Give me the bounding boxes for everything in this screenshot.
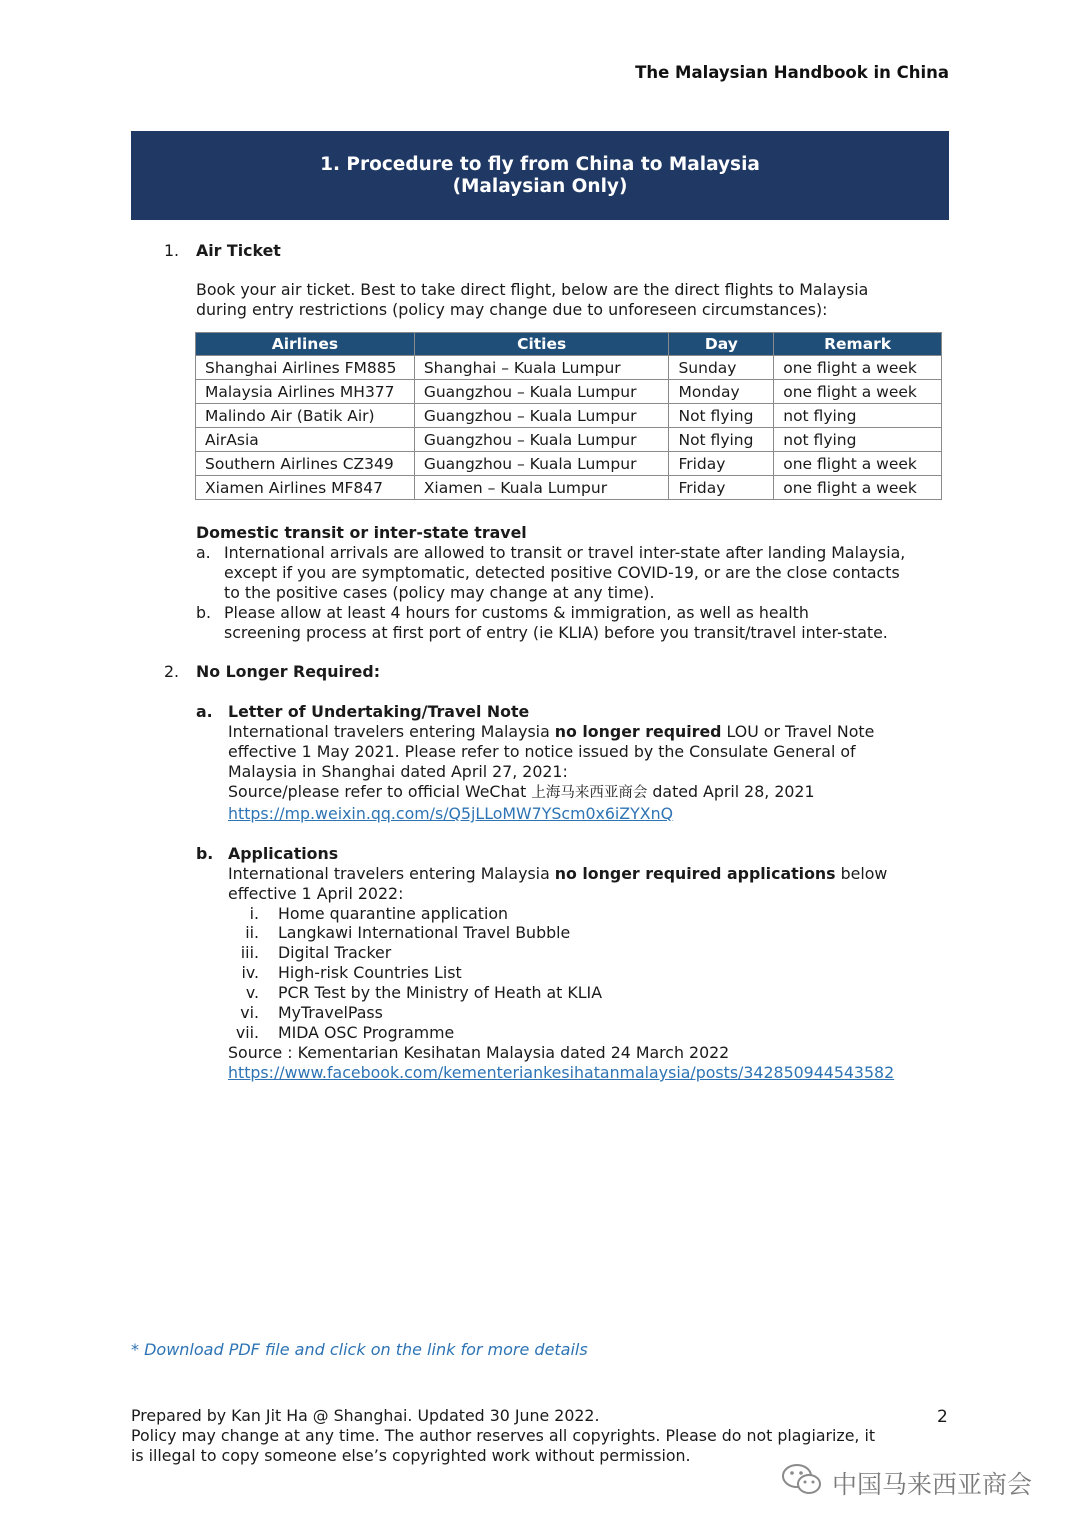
cell-remark: one flight a week bbox=[774, 452, 942, 476]
handbook-header-title: The Malaysian Handbook in China bbox=[635, 63, 949, 82]
cell-airline: Xiamen Airlines MF847 bbox=[196, 476, 415, 500]
footer-line3: is illegal to copy someone else’s copyrighted work without permission. bbox=[131, 1446, 691, 1465]
cell-remark: one flight a week bbox=[774, 356, 942, 380]
section2-b-title: Applications bbox=[228, 844, 339, 863]
section2-a-line2: effective 1 May 2021. Please refer to notice issued by the Consulate General of bbox=[228, 742, 856, 761]
cell-cities: Xiamen – Kuala Lumpur bbox=[414, 476, 669, 500]
roman-numeral: vi. bbox=[240, 1003, 259, 1022]
wechat-watermark bbox=[780, 1462, 1032, 1504]
roman-numeral: i. bbox=[249, 904, 259, 923]
cell-day: Friday bbox=[669, 476, 774, 500]
cell-remark: not flying bbox=[774, 428, 942, 452]
section2-b-line1-bold: no longer required applications bbox=[554, 864, 836, 883]
cell-remark: one flight a week bbox=[774, 476, 942, 500]
section1-title: Air Ticket bbox=[196, 241, 281, 260]
roman-numeral: v. bbox=[245, 983, 259, 1002]
section2-b-marker: b. bbox=[196, 844, 214, 863]
column-header-remark: Remark bbox=[774, 333, 942, 356]
table-header-row bbox=[196, 333, 942, 356]
cell-remark: one flight a week bbox=[774, 380, 942, 404]
section2-b-line2: effective 1 April 2022: bbox=[228, 884, 404, 903]
list-item: Langkawi International Travel Bubble bbox=[278, 923, 571, 942]
cell-airline: Shanghai Airlines FM885 bbox=[196, 356, 415, 380]
download-footnote: * Download PDF file and click on the link for more details bbox=[131, 1340, 588, 1359]
facebook-post-link[interactable]: https://www.facebook.com/kementeriankesihatanmalaysia/posts/342850944543582 bbox=[228, 1063, 895, 1082]
cell-cities: Guangzhou – Kuala Lumpur bbox=[414, 404, 669, 428]
table-row bbox=[196, 452, 942, 476]
cell-airline: Malaysia Airlines MH377 bbox=[196, 380, 415, 404]
section2-a-title: Letter of Undertaking/Travel Note bbox=[228, 702, 530, 721]
direct-flights-table bbox=[195, 332, 942, 500]
list-item: PCR Test by the Ministry of Heath at KLIA bbox=[278, 983, 603, 1002]
cell-airline: Southern Airlines CZ349 bbox=[196, 452, 415, 476]
section2-b-line1-post: below bbox=[835, 864, 888, 883]
roman-numeral: iii. bbox=[240, 943, 259, 962]
cell-day: Not flying bbox=[669, 404, 774, 428]
section2-a-wechat-account: 上海马来西亚商会 bbox=[531, 785, 648, 801]
section2-b-source: Source : Kementarian Kesihatan Malaysia dated 24 March 2022 bbox=[228, 1043, 730, 1062]
section2-a-line4 bbox=[228, 782, 815, 804]
section2-title: No Longer Required: bbox=[196, 662, 381, 681]
cell-cities: Guangzhou – Kuala Lumpur bbox=[414, 380, 669, 404]
section2-a-line4-post: dated April 28, 2021 bbox=[647, 782, 815, 801]
table-row bbox=[196, 356, 942, 380]
banner-title-line2: (Malaysian Only) bbox=[452, 175, 628, 197]
transit-title: Domestic transit or inter-state travel bbox=[196, 523, 527, 542]
section2-number: 2. bbox=[164, 662, 180, 681]
wechat-article-link[interactable]: https://mp.weixin.qq.com/s/Q5jLLoMW7YScm0x6iZYXnQ bbox=[228, 804, 674, 823]
transit-a-marker: a. bbox=[196, 543, 211, 562]
cell-cities: Guangzhou – Kuala Lumpur bbox=[414, 452, 669, 476]
section2-a-line3: Malaysia in Shanghai dated April 27, 2021: bbox=[228, 762, 568, 781]
page-number: 2 bbox=[937, 1407, 948, 1427]
transit-a-line2: except if you are symptomatic, detected positive COVID-19, or are the close contacts bbox=[224, 563, 900, 582]
list-item: MyTravelPass bbox=[278, 1003, 383, 1022]
cell-airline: Malindo Air (Batik Air) bbox=[196, 404, 415, 428]
list-item: Home quarantine application bbox=[278, 904, 509, 923]
cell-day: Sunday bbox=[669, 356, 774, 380]
section2-a-line1-post: LOU or Travel Note bbox=[721, 722, 875, 741]
list-item: High-risk Countries List bbox=[278, 963, 462, 982]
footer-line1: Prepared by Kan Jit Ha @ Shanghai. Updated 30 June 2022. bbox=[131, 1406, 600, 1425]
column-header-airlines: Airlines bbox=[196, 333, 415, 356]
transit-b-line2: screening process at first port of entry (ie KLIA) before you transit/travel inter-state. bbox=[224, 623, 888, 642]
table-row bbox=[196, 428, 942, 452]
section2-a-line4-pre: Source/please refer to official WeChat bbox=[228, 782, 532, 801]
transit-a-line3: to the positive cases (policy may change at any time). bbox=[224, 583, 655, 602]
list-item: MIDA OSC Programme bbox=[278, 1023, 455, 1042]
section1-number: 1. bbox=[164, 241, 180, 260]
section1-intro-line1: Book your air ticket. Best to take direct flight, below are the direct flights to Malaysia bbox=[196, 280, 869, 299]
transit-b-marker: b. bbox=[196, 603, 212, 622]
wechat-account-name: 中国马来西亚商会 bbox=[832, 1470, 1033, 1499]
cell-day: Monday bbox=[669, 380, 774, 404]
section-banner bbox=[131, 131, 949, 220]
table-row bbox=[196, 404, 942, 428]
list-item: Digital Tracker bbox=[278, 943, 392, 962]
footer-line2: Policy may change at any time. The author reserves all copyrights. Please do not plagiarize, it bbox=[131, 1426, 876, 1445]
section2-a-line1-pre: International travelers entering Malaysia bbox=[228, 722, 555, 741]
transit-a-line1: International arrivals are allowed to transit or travel inter-state after landing Malaysia, bbox=[224, 543, 906, 562]
section2-a-line1 bbox=[228, 722, 874, 742]
banner-title-line1: 1. Procedure to fly from China to Malaysia bbox=[320, 153, 760, 175]
table-row bbox=[196, 380, 942, 404]
cell-day: Not flying bbox=[669, 428, 774, 452]
cell-day: Friday bbox=[669, 452, 774, 476]
section2-b-line1 bbox=[228, 864, 887, 884]
cell-remark: not flying bbox=[774, 404, 942, 428]
section1-intro-line2: during entry restrictions (policy may change due to unforeseen circumstances): bbox=[196, 300, 828, 319]
roman-numeral: iv. bbox=[241, 963, 259, 982]
cell-airline: AirAsia bbox=[196, 428, 415, 452]
table-row bbox=[196, 476, 942, 500]
roman-numeral: ii. bbox=[245, 923, 259, 942]
column-header-cities: Cities bbox=[414, 333, 669, 356]
section2-a-marker: a. bbox=[196, 702, 213, 721]
section2-a-line1-bold: no longer required bbox=[554, 722, 722, 741]
roman-numeral: vii. bbox=[235, 1023, 259, 1042]
column-header-day: Day bbox=[669, 333, 774, 356]
cell-cities: Guangzhou – Kuala Lumpur bbox=[414, 428, 669, 452]
cell-cities: Shanghai – Kuala Lumpur bbox=[414, 356, 669, 380]
section2-b-line1-pre: International travelers entering Malaysia bbox=[228, 864, 555, 883]
wechat-icon bbox=[780, 1462, 824, 1504]
transit-b-line1: Please allow at least 4 hours for customs & immigration, as well as health bbox=[224, 603, 809, 622]
